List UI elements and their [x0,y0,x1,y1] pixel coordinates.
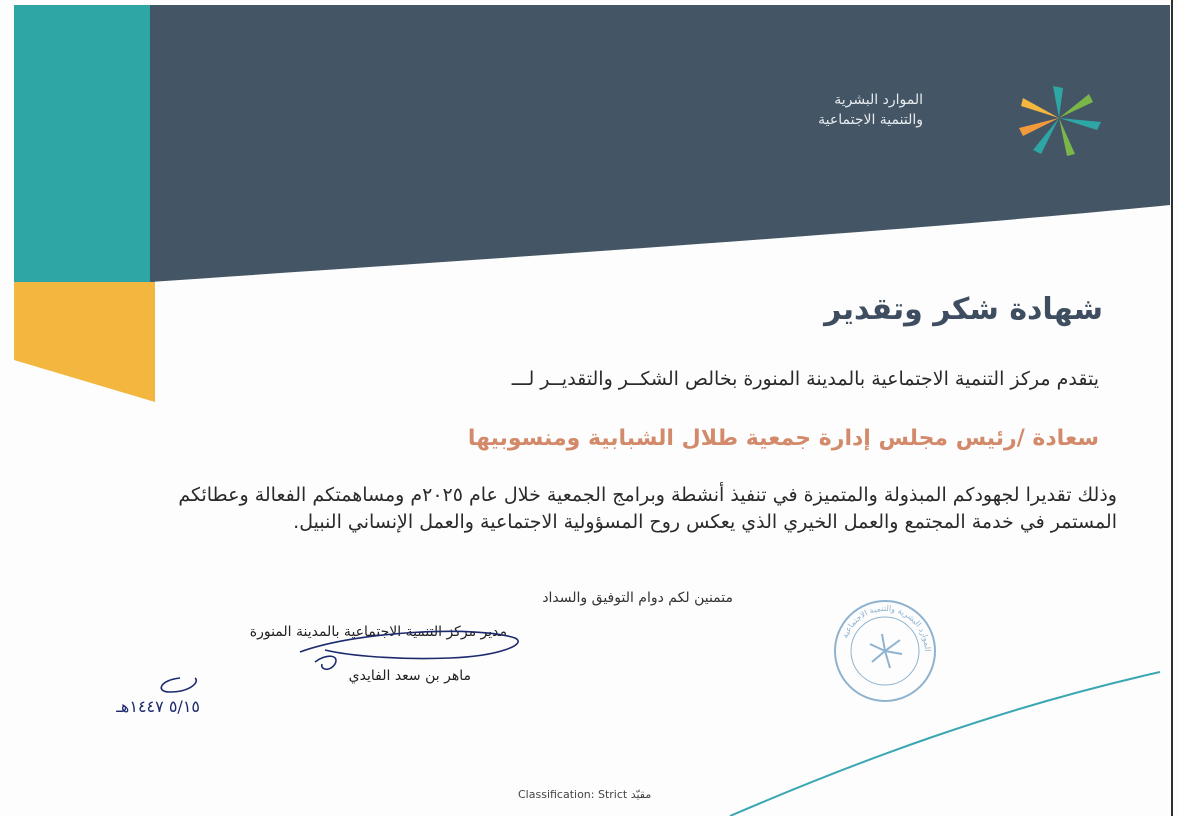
certificate-body: وذلك تقديرا لجهودكم المبذولة والمتميزة في تنفيذ أنشطة وبرامج الجمعية خلال عام ٢٠٢٥م ومساهمتكم الفعالة وعطائكم المستمر في خدمة المجتمع والعمل الخيري الذي يعكس روح المسؤولية الاجتماعية والعمل الإنساني النبيل. [178,484,1117,533]
classification-label: Classification: Strict مقيّد [518,788,652,801]
handwritten-date: ٥/١٥ ١٤٤٧هـ [116,697,200,716]
recipient-name: سعادة /رئيس مجلس إدارة جمعية طلال الشبابية ومنسوبيها [467,426,1099,451]
signatory-title: مدير مركز التنمية الاجتماعية بالمدينة المنورة [249,624,507,640]
logo-line-2: والتنمية الاجتماعية [818,112,923,128]
signatory-name: ماهر بن سعد الفايدي [348,668,471,684]
closing-wishes: متمنين لكم دوام التوفيق والسداد [542,590,733,606]
certificate-intro: يتقدم مركز التنمية الاجتماعية بالمدينة المنورة بخالص الشكــر والتقديــر لـــ [511,368,1099,390]
certificate-title: شهادة شكر وتقدير [824,292,1103,327]
stamp-text: الموارد البشرية والتنمية الاجتماعية [840,603,933,652]
logo-line-1: الموارد البشرية [834,92,923,108]
